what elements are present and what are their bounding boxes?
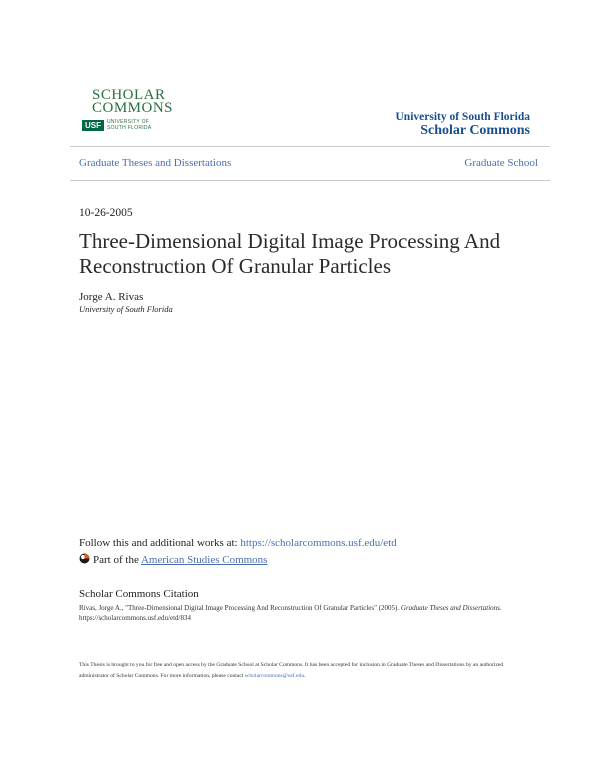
university-name[interactable]: University of South Florida <box>395 111 530 123</box>
scholar-commons-logo <box>82 86 174 136</box>
usf-badge-subtitle: UNIVERSITY OF SOUTH FLORIDA <box>107 119 152 131</box>
nav-divider-bottom <box>70 180 550 181</box>
department-link[interactable]: Graduate School <box>464 157 538 169</box>
nav-divider-top <box>70 146 550 147</box>
repository-name[interactable]: Scholar Commons <box>420 123 530 138</box>
discipline-link[interactable]: American Studies Commons <box>140 554 268 566</box>
citation-series: Graduate Theses and Dissertations. <box>400 604 502 612</box>
collection-link[interactable]: Graduate Theses and Dissertations <box>79 157 232 169</box>
citation-heading: Scholar Commons Citation <box>79 588 199 600</box>
citation-main: Rivas, Jorge A., "Three-Dimensional Digital Image Processing And Reconstruction Of Granular Particles" (2005). <box>79 604 401 612</box>
document-title: Three-Dimensional Digital Image Processing And Reconstruction Of Granular Particles <box>79 229 501 278</box>
follow-prefix: Follow this and additional works at: <box>79 537 241 549</box>
author-affiliation: University of South Florida <box>79 304 173 314</box>
collection-url-link[interactable]: https://scholarcommons.usf.edu/etd <box>240 537 397 549</box>
part-of-line <box>79 553 267 566</box>
follow-line <box>79 537 397 549</box>
citation-text <box>79 603 529 623</box>
access-statement-text: This Thesis is brought to you for free and open access by the Graduate School at Scholar Commons. It has been accepted for inclusion in Graduate Theses and Dissertations by an authorized administrator of Scholar Commons. For more information, please contact <box>79 662 504 679</box>
publication-date: 10-26-2005 <box>79 207 133 219</box>
author-name: Jorge A. Rivas <box>79 291 144 303</box>
logo-text-scholar: SCHOLAR <box>92 87 166 103</box>
bepress-network-icon <box>79 553 90 564</box>
logo-text-commons: COMMONS <box>92 100 174 116</box>
citation-url[interactable]: https://scholarcommons.usf.edu/etd/834 <box>79 614 191 622</box>
part-of-prefix: Part of the <box>93 554 141 566</box>
access-statement <box>79 660 534 682</box>
usf-badge: USF <box>82 120 104 131</box>
contact-email-link[interactable]: scholarcommons@usf.edu <box>244 673 305 679</box>
access-statement-end: . <box>304 673 306 679</box>
